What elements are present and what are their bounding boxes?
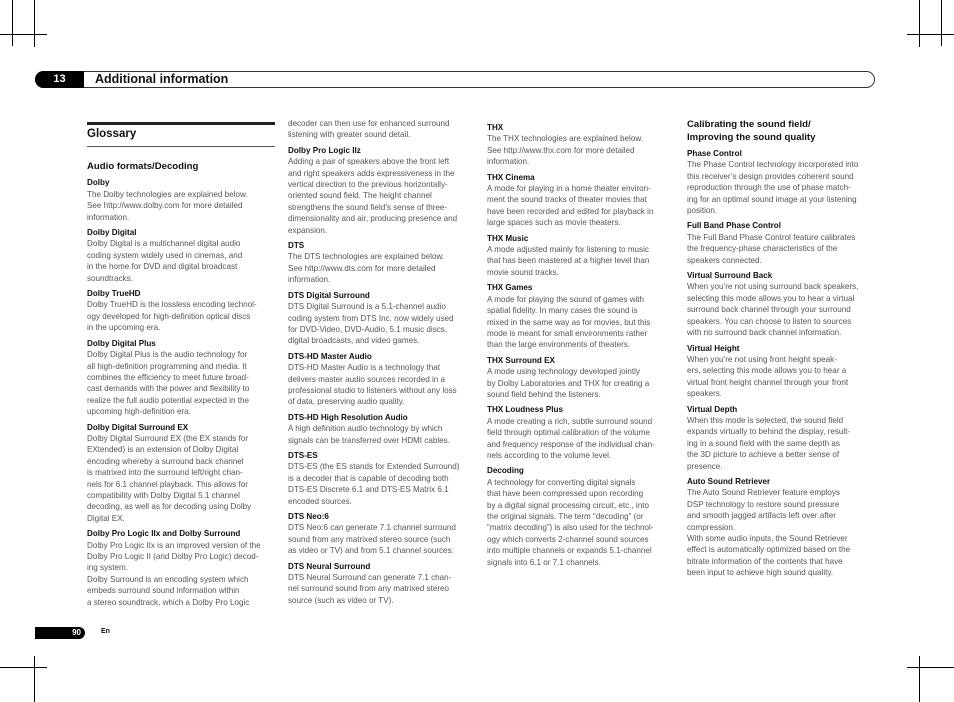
definition-line: mixed in the same way as for movies, but this — [487, 317, 651, 327]
definition-line: information. — [288, 275, 331, 285]
definition-line: Dolby Pro Logic II (and Dolby Pro Logic) decod- — [87, 552, 259, 561]
definition-line: Dolby Digital Plus is the audio technology for — [87, 350, 248, 360]
definition-line: ing system. — [87, 563, 128, 573]
glossary-entry — [288, 290, 478, 347]
glossary-term: Dolby — [87, 178, 110, 188]
glossary-term: DTS Digital Surround — [288, 290, 370, 300]
column-1 — [87, 122, 275, 608]
definition-line: signals into 6.1 or 7.1 channels. — [487, 557, 601, 567]
glossary-term: DTS-HD Master Audio — [288, 351, 372, 361]
definition-line: ment the sound tracks of theater movies that — [487, 195, 647, 205]
definition-line: dimensionality and air, producing presence and — [288, 214, 458, 224]
definition-line: soundtracks. — [87, 273, 133, 283]
definition-line: See http://www.dolby.com for more detailed — [87, 201, 243, 211]
glossary-term: Virtual Height — [687, 343, 740, 353]
definition-line: by Dolby Laboratories and THX for creating a — [487, 378, 650, 388]
definition-line: of data, preserving audio quality. — [288, 397, 405, 407]
glossary-entries — [288, 145, 478, 606]
definition-line: sound field behind the listeners. — [487, 389, 601, 399]
definition-line: A technology for converting digital signals — [487, 477, 636, 487]
glossary-entries — [687, 148, 877, 579]
definition-line: DTS Digital Surround is a 5.1-channel audio — [288, 302, 446, 312]
definition-line: and right speakers adds expressiveness in the — [288, 168, 455, 178]
definition-line: ing for an optimal sound image at your listening — [687, 194, 857, 204]
definition-line: speakers connected. — [687, 255, 762, 265]
definition-line: ers, selecting this mode allows you to hear a — [687, 366, 847, 376]
glossary-term: THX Music — [487, 233, 529, 243]
definition-line: encoding whereby a surround back channel — [87, 456, 244, 466]
glossary-entry — [288, 511, 478, 557]
definition-line: delivers master audio sources recorded in a — [288, 374, 446, 384]
definition-line: The THX technologies are explained below. — [487, 134, 643, 144]
definition-line: by a digital signal processing circuit, etc., into — [487, 500, 649, 510]
definition-line: A mode using technology developed jointly — [487, 367, 640, 377]
definition-line: A mode for playing the sound of games with — [487, 294, 645, 304]
definition-line: large spaces such as movie theaters. — [487, 218, 621, 228]
definition-line: virtual front height channel through your front — [687, 377, 849, 387]
definition-line: When you’re not using front height speak- — [687, 354, 837, 364]
definition-line: Dolby Digital is a multichannel digital audio — [87, 239, 241, 249]
glossary-term: Auto Sound Retriever — [687, 476, 771, 486]
definition-line: in the home for DVD and digital broadcast — [87, 262, 238, 272]
glossary-term: THX Surround EX — [487, 355, 555, 365]
definition-line: in the upcoming era. — [87, 323, 161, 333]
glossary-entry — [288, 351, 478, 408]
definition-line: into multiple channels or expands 5.1-channel — [487, 546, 652, 556]
glossary-entries — [487, 122, 675, 568]
definition-line: The Auto Sound Retriever feature employs — [687, 488, 840, 498]
glossary-term: DTS — [288, 241, 305, 251]
definition-line: a stereo soundtrack, which a Dolby Pro Logic — [87, 597, 250, 607]
definition-line: reproduction through the use of phase match- — [687, 183, 851, 193]
definition-line: mode is meant for small environments rather — [487, 328, 648, 338]
glossary-heading-block — [87, 122, 275, 147]
definition-line: field through optimal calibration of the volume — [487, 428, 650, 438]
glossary-entry — [487, 172, 675, 229]
definition-line: digital broadcasts, and video games. — [288, 336, 420, 346]
definition-line: source (such as video or TV). — [288, 595, 394, 605]
definition-line: When you’re not using surround back speakers, — [687, 282, 859, 292]
glossary-term: THX Loudness Plus — [487, 405, 564, 415]
glossary-term: DTS-HD High Resolution Audio — [288, 412, 408, 422]
glossary-entry — [288, 240, 478, 286]
glossary-term: Virtual Surround Back — [687, 271, 773, 281]
definition-line: decoder can then use for enhanced surround — [288, 119, 450, 128]
definition-line: compression. — [687, 522, 736, 532]
glossary-entry — [687, 404, 877, 472]
glossary-entry — [87, 338, 275, 418]
glossary-entry — [288, 412, 478, 446]
definition-line: as video or TV) and from 5.1 channel sources. — [288, 546, 454, 556]
chapter-title: Additional information — [95, 72, 229, 86]
definition-line: all high-definition programming and media. It — [87, 361, 247, 371]
glossary-term: DTS Neo:6 — [288, 512, 329, 521]
definition-line: and frequency response of the individual chan- — [487, 439, 655, 449]
definition-line: Dolby TrueHD is the lossless encoding technol- — [87, 300, 257, 310]
definition-line: DTS Neo:6 can generate 7.1 channel surround — [288, 523, 456, 533]
definition-line: The Dolby technologies are explained below. — [87, 189, 248, 199]
definition-line: vertical direction to the previous horizontally- — [288, 180, 448, 190]
definition-line: sound from any matrixed stereo source (such — [288, 534, 451, 544]
continued-text — [288, 118, 478, 141]
definition-line: oriented sound field. The height channel — [288, 191, 432, 201]
glossary-entry — [87, 227, 275, 284]
glossary-entry — [687, 270, 877, 338]
definition-line: A mode adjusted mainly for listening to music — [487, 245, 649, 255]
definition-line: The DTS technologies are explained below. — [288, 252, 445, 262]
column-3 — [487, 118, 675, 568]
glossary-entry — [487, 233, 675, 279]
definition-line: expands virtually to behind the display, result- — [687, 427, 851, 437]
glossary-entry — [687, 148, 877, 216]
definition-line: movie sound tracks. — [487, 267, 559, 277]
glossary-entry — [87, 177, 275, 223]
definition-line: DTS-ES Discrete 6.1 and DTS-ES Matrix 6.1 — [288, 485, 449, 495]
definition-line: DTS Neural Surround can generate 7.1 chan- — [288, 573, 452, 583]
glossary-term: DTS-ES — [288, 450, 318, 460]
definition-line: information. — [487, 157, 530, 167]
glossary-entry — [87, 422, 275, 525]
definition-line: See http://www.dts.com for more detailed — [288, 263, 436, 273]
glossary-term: Dolby Pro Logic IIz — [288, 145, 361, 155]
definition-line: With some audio inputs, the Sound Retriever — [687, 534, 848, 543]
definition-line: the frequency-phase characteristics of the — [687, 244, 838, 254]
glossary-title: Glossary — [87, 128, 137, 140]
definition-line: The Phase Control technology incorporated into — [687, 160, 859, 170]
definition-line: ing in a sound field with the same depth as — [687, 438, 840, 448]
definition-line: combines the efficiency to meet future broad- — [87, 372, 249, 382]
definition-line: than the large environments of theaters. — [487, 340, 631, 350]
chapter-number-badge: 13 — [35, 71, 84, 88]
definition-line: Digital EX. — [87, 513, 125, 523]
glossary-term: Dolby Digital Surround EX — [87, 422, 189, 432]
glossary-term: Virtual Depth — [687, 404, 738, 414]
definition-line: for DVD-Video, DVD-Audio, 5.1 music discs, — [288, 324, 448, 334]
glossary-term: Dolby Digital — [87, 228, 137, 238]
section-title-calibrating-line-1: Calibrating the sound field/ — [687, 119, 811, 130]
definition-line: effect is automatically optimized based on the — [687, 545, 851, 555]
language-code: En — [101, 628, 110, 635]
glossary-entries — [87, 177, 275, 608]
page-number-badge: 90 — [35, 627, 85, 639]
glossary-entry — [687, 476, 877, 579]
definition-line: the 3D picture to achieve a better sense of — [687, 450, 840, 460]
definition-line: upcoming high-definition era. — [87, 407, 191, 417]
glossary-term: THX Cinema — [487, 172, 535, 182]
definition-line: presence. — [687, 461, 723, 471]
glossary-term: THX Games — [487, 283, 533, 293]
section-title-calibrating-line-2: Improving the sound quality — [687, 132, 816, 143]
definition-line: that has been mastered at a higher level than — [487, 256, 650, 266]
definition-line: and smooth jagged artifacts left over after — [687, 511, 836, 521]
glossary-entry — [687, 343, 877, 400]
definition-line: speakers. You can choose to listen to sources — [687, 316, 852, 326]
definition-line: “matrix decoding”) is also used for the technol- — [487, 523, 654, 533]
definition-line: signals can be transferred over HDMI cables. — [288, 435, 450, 445]
glossary-entry — [288, 450, 478, 507]
glossary-term: Dolby Pro Logic IIx and Dolby Surround — [87, 529, 241, 539]
glossary-term: Decoding — [487, 466, 524, 476]
glossary-entry — [487, 465, 675, 568]
definition-line: nels according to the volume level. — [487, 450, 612, 460]
definition-line: coding system from DTS Inc. now widely used — [288, 313, 454, 323]
definition-line: When this mode is selected, the sound field — [687, 415, 844, 425]
definition-line: DTS-HD Master Audio is a technology that — [288, 363, 441, 373]
definition-line: A mode for playing in a home theater environ- — [487, 184, 651, 194]
definition-line: speakers. — [687, 389, 723, 399]
definition-line: The Full Band Phase Control feature calibrates — [687, 232, 856, 242]
definition-line: nels for 6.1 channel playback. This allows for — [87, 479, 248, 489]
definition-line: embeds surround sound information within — [87, 586, 240, 596]
definition-line: is matrixed into the surround left/right chan- — [87, 468, 243, 478]
glossary-term: Phase Control — [687, 149, 742, 158]
definition-line: professional studio to listeners without any loss — [288, 385, 457, 395]
definition-line: decoding, as well as for decoding using Dolby — [87, 502, 252, 512]
definition-line: position. — [687, 206, 718, 216]
definition-line: ogy which converts 2-channel sound sources — [487, 534, 649, 544]
definition-line: Adding a pair of speakers above the front left — [288, 157, 450, 167]
glossary-entry — [487, 282, 675, 350]
glossary-entry — [288, 561, 478, 607]
definition-line: encoded sources. — [288, 496, 352, 506]
definition-line: is a decoder that is capable of decoding both — [288, 473, 449, 483]
glossary-entry — [487, 404, 675, 461]
definition-line: Dolby Digital Surround EX (the EX stands for — [87, 433, 249, 443]
definition-line: with no surround back channel information. — [687, 328, 842, 338]
definition-line: surround back channel through your surround — [687, 305, 851, 315]
definition-line: See http://www.thx.com for more detailed — [487, 145, 635, 155]
definition-line: information. — [87, 212, 130, 222]
definition-line: A mode creating a rich, subtle surround sound — [487, 416, 653, 426]
column-2 — [288, 118, 478, 606]
definition-line: coding system widely used in cinemas, and — [87, 250, 243, 260]
definition-line: ogy developed for high-definition optical discs — [87, 311, 251, 321]
definition-line: A high definition audio technology by which — [288, 424, 443, 434]
glossary-entry — [487, 122, 675, 168]
column-4 — [687, 118, 877, 579]
definition-line: bitrate information of the contents that have — [687, 556, 843, 566]
definition-line: DSP technology to restore sound pressure — [687, 499, 840, 509]
definition-line: been input to achieve high sound quality. — [687, 568, 834, 578]
definition-line: nel surround sound from any matrixed stereo — [288, 584, 450, 594]
definition-line: that have been compressed upon recording — [487, 489, 644, 499]
glossary-entry — [87, 288, 275, 334]
section-title-audio-formats: Audio formats/Decoding — [87, 161, 199, 173]
definition-line: the original signals. The term “decoding” (or — [487, 512, 644, 521]
definition-line: strengthens the sound field’s sense of three- — [288, 202, 448, 212]
glossary-term: THX — [487, 123, 504, 132]
definition-line: Dolby Pro Logic IIx is an improved version of the — [87, 540, 261, 550]
definition-line: spatial fidelity. In many cases the sound is — [487, 306, 638, 316]
definition-line: expansion. — [288, 225, 328, 235]
definition-line: this receiver’s design provides coherent sound — [687, 171, 854, 181]
definition-line: cast demands with the power and flexibility to — [87, 384, 250, 394]
definition-line: compatibility with Dolby Digital 5.1 channel — [87, 490, 240, 500]
definition-line: DTS-ES (the ES stands for Extended Surround) — [288, 462, 460, 472]
glossary-term: Dolby Digital Plus — [87, 338, 156, 348]
glossary-entry — [487, 355, 675, 401]
definition-line: have been recorded and edited for playback in — [487, 206, 654, 216]
definition-line: selecting this mode allows you to hear a virtual — [687, 293, 855, 303]
definition-line: EXtended) is an extension of Dolby Digital — [87, 445, 239, 455]
glossary-entry — [87, 528, 275, 608]
glossary-term: Dolby TrueHD — [87, 289, 141, 299]
definition-line: Dolby Surround is an encoding system which — [87, 574, 249, 584]
definition-line: realize the full audio potential expected in the — [87, 395, 249, 405]
glossary-entry — [687, 220, 877, 266]
definition-line: listening with greater sound detail. — [288, 130, 411, 140]
glossary-term: DTS Neural Surround — [288, 561, 371, 571]
glossary-term: Full Band Phase Control — [687, 221, 781, 231]
glossary-entry — [288, 145, 478, 236]
